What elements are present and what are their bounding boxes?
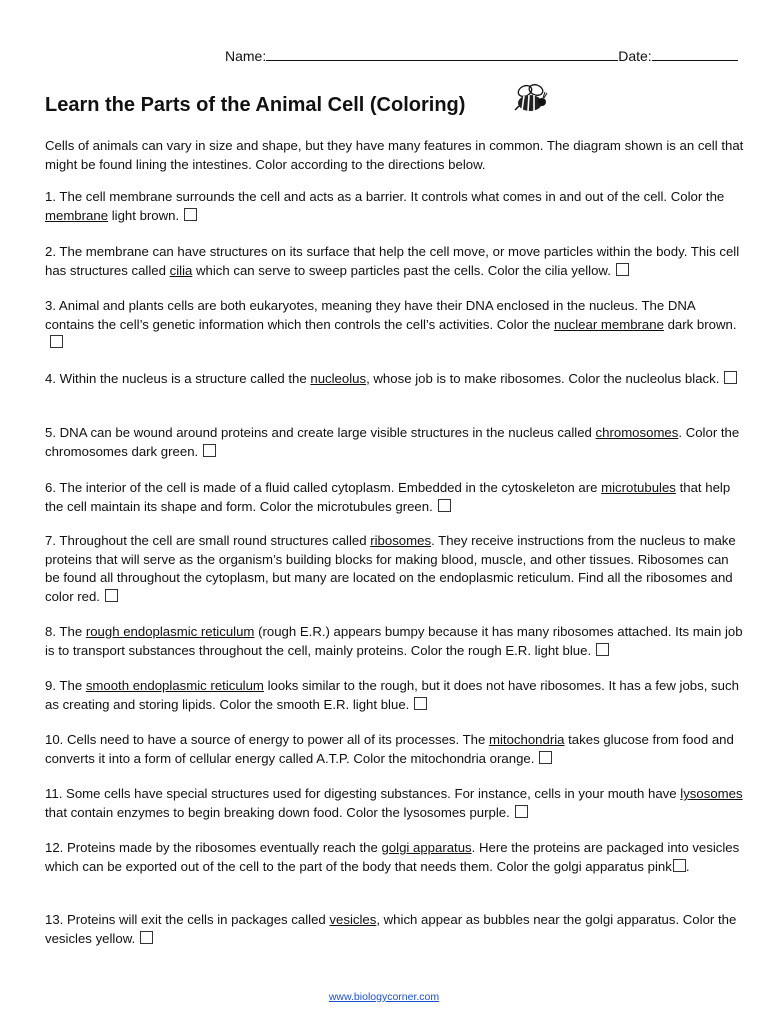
checkbox-6[interactable] [438,499,451,512]
footer-link[interactable]: www.biologycorner.com [328,991,440,1003]
checkbox-4[interactable] [724,371,737,384]
instruction-12: 12. Proteins made by the ribosomes eventually reach the golgi apparatus. Here the proteins are packaged into vesicles which can be exported out of the cell to the part of the body that needs them. Color the golgi apparatus pink . [45,840,740,874]
checkbox-5[interactable] [203,444,216,457]
term-microtubules: microtubules [601,480,676,495]
instruction-4: 4. Within the nucleus is a structure called the nucleolus, whose job is to make ribosomes. Color the nucleolus black. [45,370,743,389]
bee-icon [514,84,548,116]
checkbox-11[interactable] [515,805,528,818]
checkbox-13[interactable] [140,931,153,944]
instruction-5: 5. DNA can be wound around proteins and create large visible structures in the nucleus called chromosomes. Color the chromosomes dark green. [45,425,740,459]
term-golgi-apparatus: golgi apparatus [381,840,472,855]
instruction-11: 11. Some cells have special structures used for digesting substances. For instance, cells in your mouth have lysosomes that contain enzymes to begin breaking down food. Color the lysosomes purple. [45,786,743,820]
instruction-13: 13. Proteins will exit the cells in packages called vesicles, which appear as bubbles near the golgi apparatus. Color the vesicles yellow. [45,912,737,946]
instruction-8: 8. The rough endoplasmic reticulum (rough E.R.) appears bumpy because it has many ribosomes attached. Its main job is to transport substances throughout the cell, mainly proteins. Color the rough E.R. light blue. [45,624,743,658]
checkbox-12[interactable] [673,859,686,872]
checkbox-9[interactable] [414,697,427,710]
term-smooth-er: smooth endoplasmic reticulum [85,678,264,693]
instruction-9: 9. The smooth endoplasmic reticulum looks similar to the rough, but it does not have ribosomes. It has a few jobs, such as creating and storing lipids. Color the smooth E.R. light blue. [45,678,739,712]
date-field[interactable] [652,46,738,61]
name-date-line [225,46,738,65]
instruction-1: 1. The cell membrane surrounds the cell and acts as a barrier. It controls what comes in and out of the cell. Color the membrane light brown. [45,189,725,223]
instruction-7: 7. Throughout the cell are small round structures called ribosomes. They receive instructions from the nucleus to make proteins that will serve as the organism’s building blocks for making blood, muscle, and other tissues. Ribosomes can be found all throughout the cytoplasm, but many are located on the endoplasmic reticulum. Find all the ribosomes and color red. [45,533,736,604]
checkbox-3[interactable] [50,335,63,348]
term-cilia: cilia [169,262,193,278]
intro-paragraph: Cells of animals can vary in size and shape, but they have many features in common. The diagram shown is an cell that might be found lining the intestines. Color according to the directions below. [45,138,744,172]
checkbox-8[interactable] [596,643,609,656]
date-label: Date: [618,48,652,64]
term-nucleolus: nucleolus [310,371,367,386]
checkbox-7[interactable] [105,589,118,602]
term-mitochondria: mitochondria [488,732,565,747]
term-membrane: membrane [45,207,109,223]
instruction-6: 6. The interior of the cell is made of a fluid called cytoplasm. Embedded in the cytoskeleton are microtubules that help the cell maintain its shape and form. Color the microtubules green. [45,480,731,514]
term-ribosomes: ribosomes [370,533,432,548]
checkbox-1[interactable] [184,208,197,221]
term-rough-er: rough endoplasmic reticulum [85,624,255,639]
checkbox-2[interactable] [616,263,629,276]
term-chromosomes: chromosomes [595,425,679,440]
instruction-10: 10. Cells need to have a source of energy to power all of its processes. The mitochondria takes glucose from food and converts it into a form of cellular energy called A.T.P. Color the mitochondria orange. [45,732,734,766]
name-label: Name: [225,48,267,64]
term-lysosomes: lysosomes [680,786,743,801]
instruction-2: 2. The membrane can have structures on its surface that help the cell move, or move particles within the body. This cell has structures called cilia which can serve to sweep particles past the cells. Color the cilia yellow. [45,244,740,278]
instruction-3: 3. Animal and plants cells are both eukaryotes, meaning they have their DNA enclosed in the nucleus. The DNA contains the cell’s genetic information which then controls the cell’s activities. Color the nuclear membrane dark brown. [45,297,743,353]
name-field[interactable] [266,46,618,61]
term-nuclear-membrane: nuclear membrane [553,316,664,332]
term-vesicles: vesicles [329,912,377,927]
page-title: Learn the Parts of the Animal Cell (Coloring) [45,94,466,116]
checkbox-10[interactable] [539,751,552,764]
